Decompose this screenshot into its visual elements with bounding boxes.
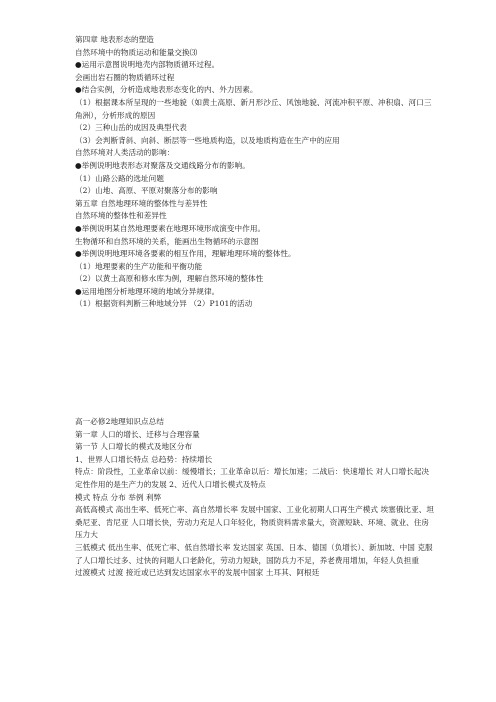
chapter-heading: 第五章 自然地理环境的整体性与差异性: [75, 198, 208, 208]
text-line: 过渡模式 过渡 接近或已达到发达国家水平的发展中国家 土耳其、阿根廷: [75, 568, 320, 578]
bullet-line: ●举例说明某自然地理要素在地理环境形成演变中作用。: [75, 223, 266, 233]
bullet-line: ●运用地图分析地理环境的地域分异规律。: [75, 286, 220, 296]
text-line: 1、世界人口增长特点 总趋势：持续增长: [75, 454, 213, 464]
text-line: （3）会判断背斜、向斜、断层等一些地质构造，以及地质构造在生产中的应用: [75, 135, 340, 145]
text-line: （2）山地、高原、平原对聚落分布的影响: [75, 186, 218, 196]
bullet-line: ●运用示意图说明地壳内部物质循环过程。: [75, 60, 220, 70]
text-line: 特点：阶段性，工业革命以前：缓慢增长；工业革命以后：增长加速；二战后：快速增长 对人口增长起决定性作用的是生产力的发展 2、近代人口增长模式及特点: [75, 467, 430, 489]
text-line: （1）山路公路的选址问题: [75, 173, 164, 183]
section-heading: 第一节 人口增长的模式及地区分布: [75, 442, 193, 452]
text-line: 自然环境对人类活动的影响：: [75, 148, 175, 158]
text-line: （1）地理要素的生产功能和平衡功能: [75, 261, 203, 271]
text-line: 自然环境的整体性和差异性: [75, 211, 167, 221]
text-line: 会画出岩石圈的物质循环过程: [75, 72, 175, 82]
chapter-heading: 第四章 地表形态的塑造: [75, 35, 154, 44]
section-population-chapter: [75, 416, 435, 580]
bullet-line: ●举例说明地理环境各要素的相互作用，理解地理环境的整体性。: [75, 249, 296, 259]
bullet-line: ●举例说明地表形态对聚落及交通线路分布的影响。: [75, 160, 250, 170]
bullet-line: ●结合实例，分析造成地表形态变化的内、外力因素。: [75, 85, 258, 95]
chapter-heading: 第一章 人口的增长、迁移与合理容量: [75, 429, 200, 439]
text-line: （2）三种山岳的成因及典型代表: [75, 123, 187, 133]
text-line: （2）以黄土高原和修水库为例，理解自然环境的整体性: [75, 274, 264, 284]
text-line: 生物循环和自然环境的关系，能画出生物循环的示意图: [75, 236, 259, 246]
text-line: 高低高模式 高出生率、低死亡率、高自然增长率 发展中国家、工业化初期人口再生产模式 埃塞俄比亚、坦桑尼亚、肯尼亚 人口增长快，劳动力充足人口年轻化，物质资料需求量大，资源短缺、环境、就业、住房压力大: [75, 505, 434, 540]
document-title: 高一必修2地理知识点总结: [75, 417, 164, 426]
table-header-line: 模式 特点 分布 举例 利弊: [75, 492, 162, 502]
text-line: （1）根据资料判断三种地域分异 （2）P101的活动: [75, 299, 253, 309]
text-line: （1）根据课本所呈现的一些地貌（如黄土高原、新月形沙丘、风蚀地貌、河流冲积平原、冲积扇、河口三角洲），分析形成的原因: [75, 97, 432, 120]
text-line: 自然环境中的物质运动和能量交换⑶: [75, 47, 198, 57]
text-line: 三低模式 低出生率、低死亡率、低自然增长率 发达国家 英国、日本、德国（负增长）、新加坡、中国 克服了人口增长过多、过快的问题人口老龄化，劳动力短缺，国防兵力不足，养老费用增加，年轻人负担重: [75, 542, 433, 565]
section-landform-chapter: [75, 34, 435, 311]
